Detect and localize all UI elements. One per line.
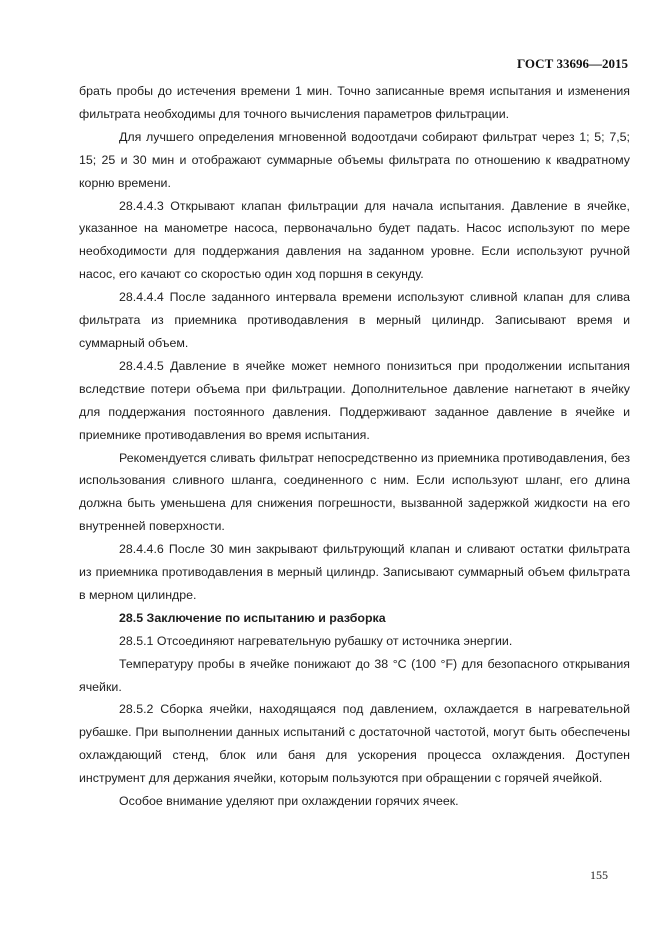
paragraph-28-4-4-6: 28.4.4.6 После 30 мин закрывают фильтрующий клапан и сливают остатки фильтрата из приемника противодавления в мерный цилиндр. Записывают суммарный объем фильтрата в мерном цилиндре. — [79, 542, 630, 602]
paragraph-28-4-4-3: 28.4.4.3 Открывают клапан фильтрации для начала испытания. Давление в ячейке, указанное на манометре насоса, первоначально будет падать. Насос используют по мере необходимости для поддержания давления на заданном уровне. Если используют ручной насос, его качают со скоростью один ход поршня в секунду. — [79, 198, 630, 282]
paragraph-filtrate-collection: Для лучшего определения мгновенной водоотдачи собирают фильтрат через 1; 5; 7,5; 15; 25 и 30 мин и отображают суммарные объемы фильтрата по отношению к квадратному корню времени. — [79, 129, 630, 190]
paragraph-28-4-4-5: 28.4.4.5 Давление в ячейке может немного понизиться при продолжении испытания вследствие потери объема при фильтрации. Дополнительное давление нагнетают в ячейку для поддержания постоянного давления. Поддерживают заданное давление в ячейке и приемнике противодавления во время испытания. — [79, 358, 630, 442]
paragraph-continuation: брать пробы до истечения времени 1 мин. Точно записанные время испытания и изменения фильтрата необходимы для точного вычисления параметров фильтрации. — [79, 84, 630, 121]
paragraph-28-5-1: 28.5.1 Отсоединяют нагревательную рубашку от источника энергии. — [119, 633, 513, 648]
paragraph-28-5-2: 28.5.2 Сборка ячейки, находящаяся под давлением, охлаждается в нагревательной рубашке. При выполнении данных испытаний с достаточной частотой, могут быть обеспечены охлаждающий стенд, блок или баня для ускорения процесса охлаждения. Доступен инструмент для держания ячейки, которым пользуются при обращении с горячей ячейкой. — [79, 702, 630, 786]
section-heading-28-5: 28.5 Заключение по испытанию и разборка — [119, 610, 386, 625]
document-body — [79, 80, 630, 813]
paragraph-recommendation: Рекомендуется сливать фильтрат непосредственно из приемника противодавления, без использования сливного шланга, соединенного с ним. Если используют шланг, его длина должна быть уменьшена для снижения погрешности, вызванной задержкой жидкости на его внутренней поверхности. — [79, 450, 630, 534]
paragraph-temperature: Температуру пробы в ячейке понижают до 38 °С (100 °F) для безопасного открывания ячейки. — [79, 656, 630, 694]
paragraph-special-attention: Особое внимание уделяют при охлаждении горячих ячеек. — [119, 794, 459, 809]
page-number: 155 — [590, 868, 608, 882]
paragraph-28-4-4-4: 28.4.4.4 После заданного интервала времени используют сливной клапан для слива фильтрата из приемника противодавления в мерный цилиндр. Записывают время и суммарный объем. — [79, 290, 630, 350]
standard-header: ГОСТ 33696—2015 — [516, 56, 628, 71]
